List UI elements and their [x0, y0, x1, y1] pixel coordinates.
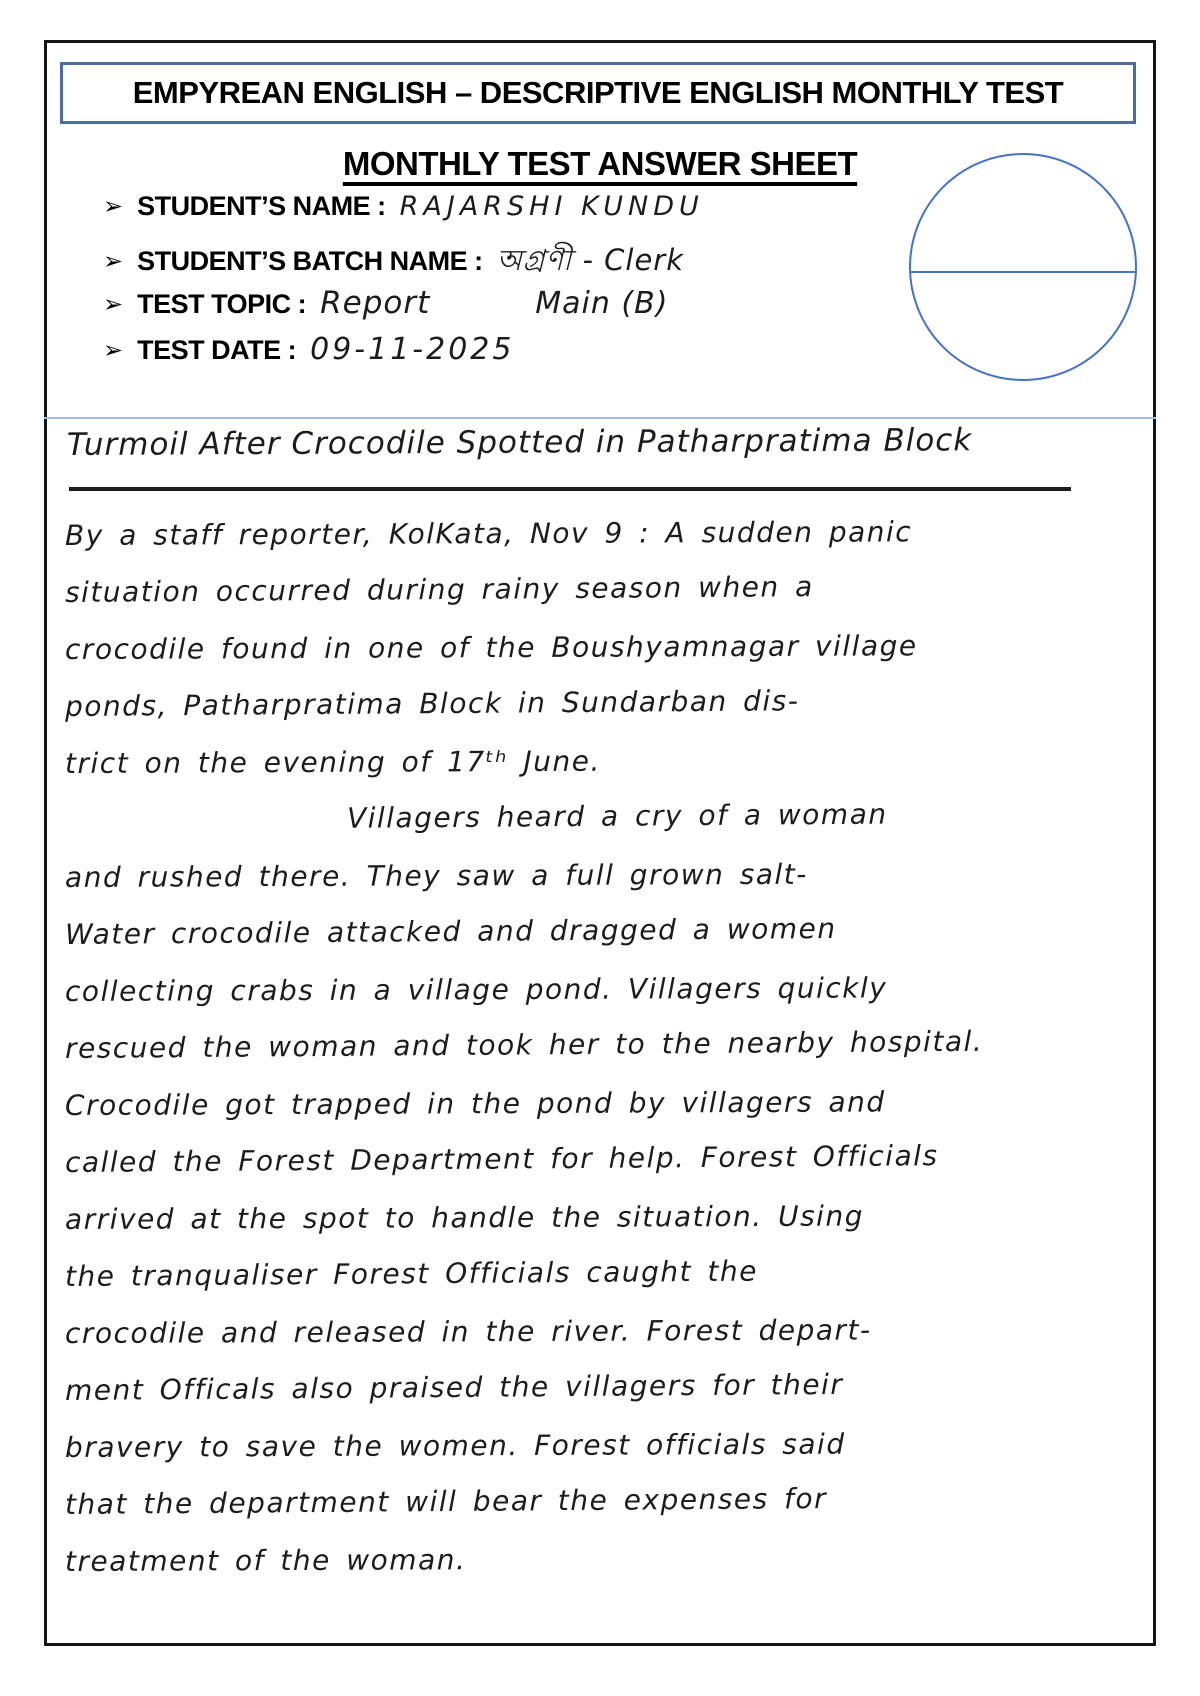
arrow-bullet-icon: ➢ [103, 291, 124, 318]
handwritten-line: By a staff reporter, KolKata, Nov 9 : A sudden panic [64, 515, 913, 552]
handwritten-line: ment Officals also praised the villagers for their [64, 1367, 844, 1407]
handwritten-line: crocodile found in one of the Boushyamnagar village [64, 629, 918, 666]
handwritten-line: called the Forest Department for help. Forest Officials [64, 1139, 939, 1179]
field-label: TEST TOPIC : [137, 289, 307, 319]
handwritten-line: that the department will bear the expenses for [64, 1482, 828, 1521]
handwritten-line: collecting crabs in a village pond. Villagers quickly [64, 971, 888, 1008]
section-divider [44, 417, 1156, 419]
handwritten-line: and rushed there. They saw a full grown salt- [64, 857, 808, 894]
handwritten-line: trict on the evening of 17ᵗʰ June. [64, 744, 601, 780]
arrow-bullet-icon: ➢ [103, 193, 124, 220]
handwritten-line: the tranqualiser Forest Officials caught the [64, 1254, 759, 1293]
field-row-test-topic [103, 285, 903, 332]
answer-body [65, 507, 1143, 1590]
handwritten-line: situation occurred during rainy season when a [64, 570, 814, 609]
handwritten-line: bravery to save the women. Forest officials said [64, 1427, 846, 1464]
arrow-bullet-icon: ➢ [103, 248, 124, 275]
field-label: TEST DATE : [137, 335, 297, 365]
answer-title-handwritten: Turmoil After Crocodile Spotted in Patharpratima Block [66, 422, 973, 463]
handwritten-line: arrived at the spot to handle the situation. Using [64, 1199, 865, 1236]
sheet-title-text: MONTHLY TEST ANSWER SHEET [342, 145, 858, 182]
answer-title-underline [69, 487, 1071, 491]
field-label: STUDENT’S BATCH NAME : [137, 246, 483, 276]
handwritten-line: Villagers heard a cry of a woman [346, 797, 888, 835]
header-banner-box [60, 62, 1136, 124]
field-value-handwritten: অগ্রণী - Clerk [496, 243, 685, 277]
marks-circle-divider-line [911, 271, 1135, 273]
field-value-handwritten: RAJARSHI KUNDU [399, 191, 704, 222]
field-row-batch-name [103, 238, 903, 285]
handwritten-line: treatment of the woman. [64, 1543, 467, 1578]
field-value-handwritten: 09-11-2025 [310, 332, 515, 367]
handwritten-line: crocodile and released in the river. Forest depart- [64, 1313, 872, 1350]
handwritten-line: Water crocodile attacked and dragged a women [64, 911, 837, 951]
marks-circle [909, 153, 1137, 381]
page-border [44, 40, 1156, 1646]
handwritten-line: ponds, Patharpratima Block in Sundarban dis- [64, 684, 800, 723]
field-value-handwritten: Report [320, 285, 431, 321]
handwritten-line: Crocodile got trapped in the pond by villagers and [64, 1085, 886, 1122]
field-row-test-date [103, 332, 903, 379]
student-info-fields [103, 191, 903, 379]
handwritten-line: rescued the woman and took her to the nearby hospital. [64, 1024, 984, 1065]
header-banner-text: EMPYREAN ENGLISH – DESCRIPTIVE ENGLISH MONTHLY TEST [132, 75, 1064, 110]
field-label: STUDENT’S NAME : [137, 191, 386, 221]
field-extra-handwritten: Main (B) [535, 286, 669, 321]
arrow-bullet-icon: ➢ [103, 337, 124, 364]
field-row-student-name [103, 191, 903, 238]
